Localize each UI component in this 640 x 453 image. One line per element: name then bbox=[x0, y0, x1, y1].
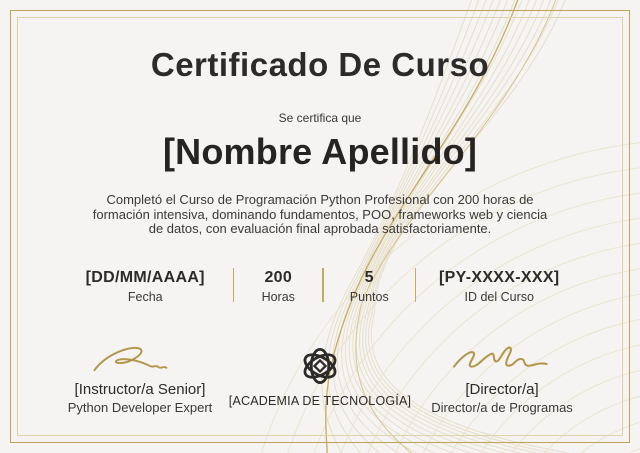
stat-value: 5 bbox=[364, 269, 374, 286]
stat-horas bbox=[234, 266, 322, 304]
stat-fecha bbox=[58, 266, 233, 304]
signature-director-icon bbox=[392, 340, 612, 376]
signature-block-director bbox=[392, 340, 612, 415]
stat-id-curso bbox=[416, 266, 582, 304]
stat-label: Puntos bbox=[349, 290, 389, 304]
stat-label: ID del Curso bbox=[464, 290, 534, 304]
stats-row bbox=[0, 266, 640, 304]
signature-name: [Director/a] bbox=[465, 381, 539, 398]
organization-label: [ACADEMIA DE TECNOLOGÍA] bbox=[228, 394, 412, 408]
stat-label: Fecha bbox=[127, 290, 163, 304]
stat-label: Horas bbox=[261, 290, 295, 304]
signature-role: Python Developer Expert bbox=[67, 400, 213, 415]
certificate-title: Certificado De Curso bbox=[150, 46, 490, 83]
stat-value: [DD/MM/AAAA] bbox=[85, 269, 205, 286]
recipient-name: [Nombre Apellido] bbox=[162, 131, 478, 172]
signature-name: [Instructor/a Senior] bbox=[74, 381, 206, 398]
signature-role: Director/a de Programas bbox=[431, 400, 573, 415]
course-description: Completó el Curso de Programación Python Profesional con 200 horas de formación intensiva, dominando fundamentos, POO, frameworks web y ciencia de datos, con evaluación final aprobada satisfactoriamente. bbox=[92, 192, 548, 237]
stat-value: 200 bbox=[264, 269, 293, 286]
certificate-subtitle: Se certifica que bbox=[278, 111, 362, 125]
stat-value: [PY-XXXX-XXX] bbox=[439, 269, 560, 286]
stat-puntos bbox=[324, 266, 415, 304]
atom-icon bbox=[299, 344, 341, 388]
